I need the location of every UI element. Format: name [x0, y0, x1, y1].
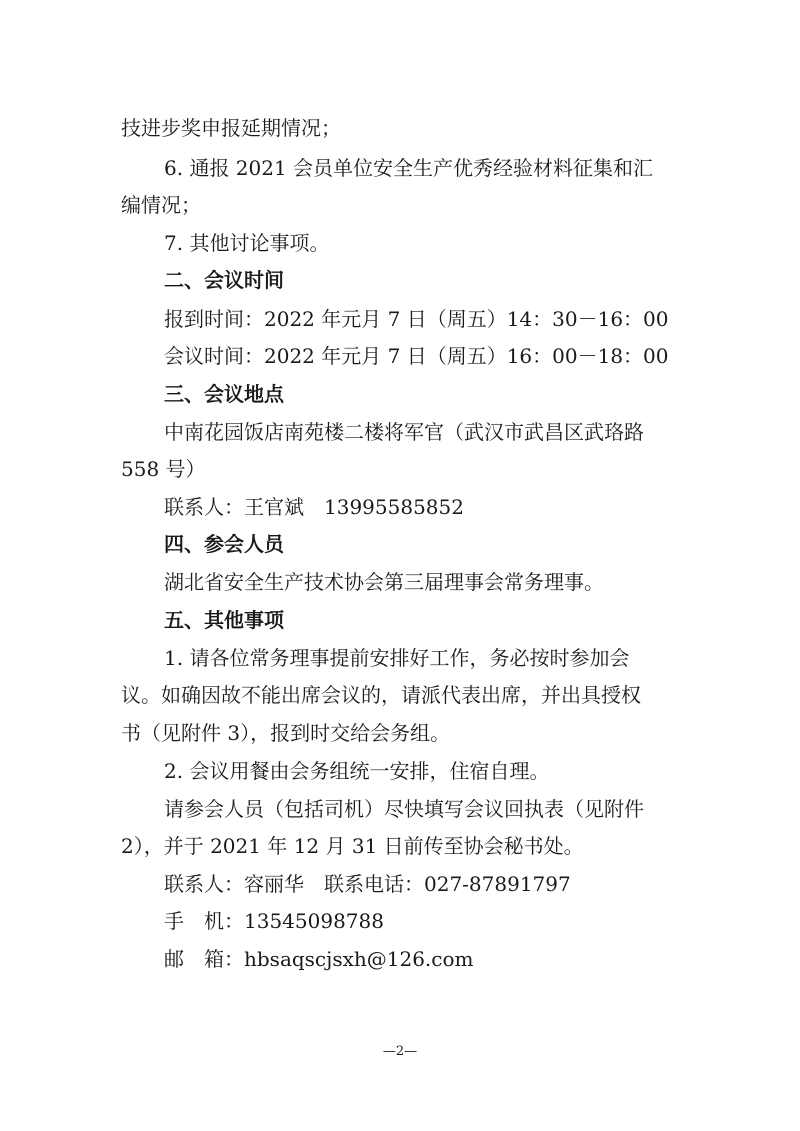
other-item-2: 2. 会议用餐由会务组统一安排，住宿自理。	[164, 759, 550, 783]
other-item-1-cont2: 书（见附件 3），报到时交给会务组。	[121, 721, 451, 745]
contact-mobile: 手 机：13545098788	[164, 909, 384, 933]
other-item-1-cont: 议。如确因故不能出席会议的，请派代表出席，并出具授权	[121, 683, 641, 707]
text-line-continuation: 技进步奖申报延期情况；	[121, 116, 341, 140]
section-heading-time: 二、会议时间	[164, 268, 284, 292]
location-contact: 联系人：王官斌 13995585852	[164, 495, 464, 519]
section-heading-attendees: 四、参会人员	[164, 532, 284, 556]
location-line: 中南花园饭店南苑楼二楼将军官（武汉市武昌区武珞路	[164, 420, 644, 444]
location-line-cont: 558 号）	[121, 457, 206, 481]
attendees-text: 湖北省安全生产技术协会第三届理事会常务理事。	[164, 570, 604, 594]
section-heading-other: 五、其他事项	[164, 608, 284, 632]
list-item-7: 7. 其他讨论事项。	[164, 231, 330, 255]
reply-instruction-cont: 2），并于 2021 年 12 月 31 日前传至协会秘书处。	[121, 834, 584, 858]
contact-person: 联系人：容丽华 联系电话：027-87891797	[164, 872, 571, 896]
section-heading-location: 三、会议地点	[164, 382, 284, 406]
meeting-time: 会议时间：2022 年元月 7 日（周五）16：00－18：00	[164, 344, 669, 368]
page-number: —2—	[382, 1044, 418, 1059]
contact-email: 邮 箱：hbsaqscjsxh@126.com	[164, 947, 474, 971]
registration-time: 报到时间：2022 年元月 7 日（周五）14：30－16：00	[164, 307, 669, 331]
other-item-1: 1. 请各位常务理事提前安排好工作，务必按时参加会	[164, 646, 630, 670]
list-item-6: 6. 通报 2021 会员单位安全生产优秀经验材料征集和汇	[164, 156, 654, 180]
reply-instruction: 请参会人员（包括司机）尽快填写会议回执表（见附件	[164, 797, 644, 821]
list-item-6-cont: 编情况；	[121, 193, 201, 217]
